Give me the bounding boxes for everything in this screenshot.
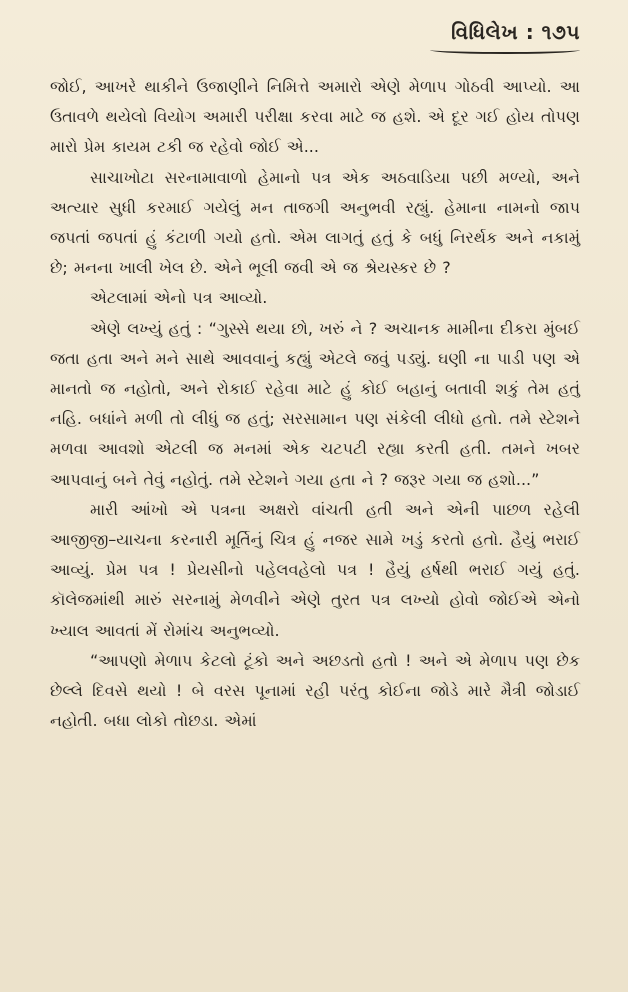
paragraph: મારી આંખો એ પત્રના અક્ષરો વાંચતી હતી અને એની પાછળ રહેલી આજીજી–યાચના કરનારી મૂર્તિનું ચિત્ર હું નજર સામે ખડું કરતો હતો. હૈયું ભરાઈ આવ્યું. પ્રેમ પત્ર ! પ્રેયસીનો પહેલવહેલો પત્ર ! હૈયું હર્ષથી ભરાઈ ગયું હતું. કૉલેજમાંથી મારું સરનામું મેળવીને એણે તુરત પત્ર લખ્યો હોવો જોઈએ એનો ખ્યાલ આવતાં મેં રોમાંચ અનુભવ્યો. [50,499,580,640]
header-underline [430,46,580,54]
paragraph: “આપણો મેળાપ કેટલો ટૂંકો અને અછડતો હતો ! અને એ મેળાપ પણ છેક છેલ્લે દિવસે થયો ! બે વરસ પૂનામાં રહી પરંતુ કોઈના જોડે મારે મૈત્રી જોડાઈ નહોતી. બધા લોકો તોછડા. એમાં [50,650,580,731]
paragraph: જોઈ, આખરે થાકીને ઉજાણીને નિમિત્તે અમારો એણે મેળાપ ગોઠવી આપ્યો. આ ઉતાવળે થયેલો વિયોગ અમારી પરીક્ષા કરવા માટે જ હશે. એ દૂર ગઈ હોય તોપણ મારો પ્રેમ કાયમ ટકી જ રહેવો જોઈ એ... [50,77,580,157]
paragraph: એટલામાં એનો પત્ર આવ્યો. [90,288,268,308]
paragraph: સાચાખોટા સરનામાવાળો હેમાનો પત્ર એક અઠવાડિયા પછી મળ્યો, અને અત્યાર સુધી કરમાઈ ગયેલું મન તાજગી અનુભવી રહ્યું. હેમાના નામનો જાપ જપતાં જપતાં હું કંટાળી ગયો હતો. એમ લાગતું હતું કે બધું નિરર્થક અને નકામું છે; મનના ખાલી ખેલ છે. એને ભૂલી જવી એ જ શ્રેયસ્કર છે ? [50,167,580,278]
page-header [430,20,580,54]
paragraph: એણે લખ્યું હતું : “ગુસ્સે થયા છો, ખરું ને ? અચાનક મામીના દીકરા મુંબઈ જતા હતા અને મને સાથે આવવાનું કહ્યું એટલે જવું પડ્યું. ઘણી ના પાડી પણ એ માનતો જ નહોતો, અને રોકાઈ રહેવા માટે હું કોઈ બહાનું બતાવી શકું તેમ હતું નહિ. બધાંને મળી તો લીધું જ હતું; સરસામાન પણ સંકેલી લીધો હતો. તમે સ્ટેશને મળવા આવશો એટલી જ મનમાં એક ચટપટી રહ્યા કરતી હતી. તમને ખબર આપવાનું બને તેવું નહોતું. તમે સ્ટેશને ગયા હતા ને ? જરૂર ગયા જ હશો...” [50,318,580,489]
body-text [50,72,580,736]
running-header: વિધિલેખ : ૧૭૫ [451,20,580,44]
